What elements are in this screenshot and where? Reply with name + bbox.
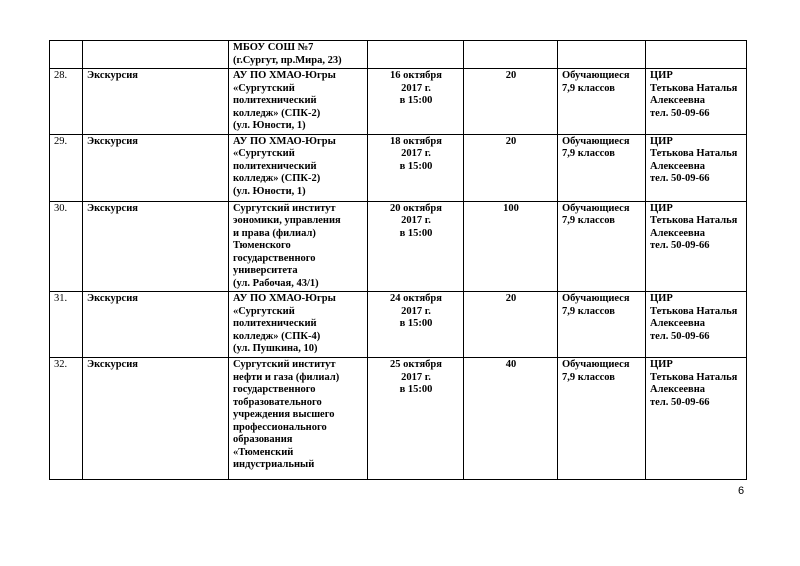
date-cell-line: 25 октября <box>390 359 442 370</box>
date-cell-line: 20 октября <box>390 202 442 214</box>
venue-cell-line: тобразовательного <box>233 396 322 408</box>
audience-cell <box>558 134 646 201</box>
contact-cell-line: Тетькова Наталья <box>650 371 738 383</box>
date-cell-line: в 15:00 <box>399 227 433 239</box>
table-row <box>50 292 747 358</box>
date-cell <box>368 69 464 135</box>
contact-cell-line: тел. 50-09-66 <box>650 240 710 251</box>
venue-cell <box>229 134 368 201</box>
date-cell-line: 2017 г. <box>401 371 431 383</box>
venue-cell-line: политехнический <box>233 95 317 106</box>
audience-cell <box>558 69 646 135</box>
venue-cell <box>229 69 368 135</box>
participants-count-cell-text: 20 <box>505 293 517 304</box>
audience-cell-line: 7,9 классов <box>562 305 615 317</box>
date-cell-line: 16 октября <box>390 70 442 81</box>
venue-cell-line: «Сургутский <box>233 82 295 94</box>
date-cell-line: 2017 г. <box>401 305 431 317</box>
venue-cell-line: (г.Сургут, пр.Мира, 23) <box>233 54 342 66</box>
venue-cell-line: профессионального <box>233 421 327 433</box>
participants-count-cell <box>464 41 558 69</box>
participants-count-cell-text: 100 <box>503 202 519 214</box>
contact-cell <box>646 134 747 201</box>
table-row <box>50 201 747 292</box>
schedule-table <box>49 40 747 480</box>
audience-cell-line: Обучающиеся <box>562 293 630 304</box>
participants-count-cell <box>464 358 558 480</box>
contact-cell-line: ЦИР <box>650 293 673 304</box>
venue-cell-line: эономики, управления <box>233 215 341 226</box>
venue-cell-line: Сургутский институт <box>233 359 336 370</box>
participants-count-cell-text: 40 <box>505 359 517 370</box>
venue-cell <box>229 201 368 292</box>
event-type-cell <box>83 358 229 480</box>
row-number-cell <box>50 358 83 480</box>
date-cell-line: в 15:00 <box>399 318 433 329</box>
venue-cell-line: АУ ПО ХМАО-Югры <box>233 70 336 81</box>
venue-cell-line: «Сургутский <box>233 305 295 317</box>
venue-cell-line: Тюменского <box>233 240 291 251</box>
row-number-cell-text: 31. <box>54 293 68 304</box>
audience-cell-line: Обучающиеся <box>562 70 630 81</box>
date-cell-line: в 15:00 <box>399 160 433 172</box>
date-cell <box>368 41 464 69</box>
venue-cell-line: образования <box>233 434 293 445</box>
date-cell-line: 2017 г. <box>401 215 431 226</box>
contact-cell-line: тел. 50-09-66 <box>650 396 710 408</box>
event-type-cell <box>83 201 229 292</box>
venue-cell-line: (ул. Юности, 1) <box>233 120 306 131</box>
venue-cell-line: (ул. Пушкина, 10) <box>233 343 318 354</box>
row-number-cell-text: 28. <box>54 70 68 81</box>
participants-count-cell-text: 20 <box>505 135 517 147</box>
contact-cell-line: Алексеевна <box>650 384 706 395</box>
venue-cell-line: государственного <box>233 252 316 264</box>
date-cell <box>368 292 464 358</box>
date-cell <box>368 358 464 480</box>
date-cell-line: в 15:00 <box>399 95 433 106</box>
venue-cell-line: колледж» (СПК-2) <box>233 173 321 184</box>
participants-count-cell <box>464 292 558 358</box>
event-type-cell-text: Экскурсия <box>87 359 138 370</box>
contact-cell <box>646 292 747 358</box>
event-type-cell-text: Экскурсия <box>87 202 138 214</box>
venue-cell-line: политехнический <box>233 318 317 329</box>
contact-cell-line: тел. 50-09-66 <box>650 330 710 342</box>
venue-cell-line: колледж» (СПК-2) <box>233 107 321 119</box>
table-row <box>50 69 747 135</box>
row-number-cell-text: 30. <box>54 202 68 214</box>
date-cell-line: 2017 г. <box>401 82 431 94</box>
venue-cell-line: и права (филиал) <box>233 227 316 239</box>
contact-cell-line: тел. 50-09-66 <box>650 173 710 184</box>
venue-cell <box>229 358 368 480</box>
date-cell <box>368 201 464 292</box>
contact-cell-line: ЦИР <box>650 70 673 81</box>
row-number-cell <box>50 41 83 69</box>
contact-cell-line: Алексеевна <box>650 95 706 106</box>
contact-cell-line: Алексеевна <box>650 227 706 239</box>
venue-cell-line: (ул. Рабочая, 43/1) <box>233 277 319 289</box>
contact-cell <box>646 201 747 292</box>
contact-cell-line: ЦИР <box>650 202 673 214</box>
participants-count-cell-text: 20 <box>505 70 517 81</box>
venue-cell <box>229 41 368 69</box>
date-cell-line: 2017 г. <box>401 148 431 159</box>
venue-cell-line: АУ ПО ХМАО-Югры <box>233 135 336 147</box>
event-type-cell <box>83 41 229 69</box>
contact-cell <box>646 69 747 135</box>
audience-cell-line: Обучающиеся <box>562 202 630 214</box>
date-cell <box>368 134 464 201</box>
participants-count-cell <box>464 69 558 135</box>
contact-cell-line: Алексеевна <box>650 160 706 172</box>
venue-cell-line: политехнический <box>233 160 317 172</box>
venue-cell-line: учреждения высшего <box>233 409 335 420</box>
page-number: 6 <box>738 485 745 497</box>
table-row <box>50 358 747 480</box>
contact-cell-line: тел. 50-09-66 <box>650 107 710 119</box>
row-number-cell-text: 29. <box>54 135 68 147</box>
contact-cell-line: Тетькова Наталья <box>650 148 738 159</box>
contact-cell-line: Тетькова Наталья <box>650 215 738 226</box>
participants-count-cell <box>464 134 558 201</box>
venue-cell <box>229 292 368 358</box>
row-number-cell <box>50 292 83 358</box>
venue-cell-line: нефти и газа (филиал) <box>233 371 340 383</box>
event-type-cell <box>83 292 229 358</box>
event-type-cell-text: Экскурсия <box>87 135 138 147</box>
event-type-cell <box>83 134 229 201</box>
participants-count-cell <box>464 201 558 292</box>
audience-cell-line: 7,9 классов <box>562 82 615 94</box>
row-number-cell-text: 32. <box>54 359 68 370</box>
table-row <box>50 134 747 201</box>
audience-cell-line: Обучающиеся <box>562 135 630 147</box>
venue-cell-line: МБОУ СОШ №7 <box>233 42 314 53</box>
audience-cell <box>558 292 646 358</box>
event-type-cell-text: Экскурсия <box>87 293 138 304</box>
table-row <box>50 41 747 69</box>
row-number-cell <box>50 134 83 201</box>
contact-cell-line: Тетькова Наталья <box>650 305 738 317</box>
date-cell-line: 18 октября <box>390 135 442 147</box>
venue-cell-line: государственного <box>233 384 316 395</box>
venue-cell-line: АУ ПО ХМАО-Югры <box>233 293 336 304</box>
contact-cell <box>646 41 747 69</box>
venue-cell-line: «Тюменский <box>233 446 294 458</box>
audience-cell-line: Обучающиеся <box>562 359 630 370</box>
schedule-table-body <box>50 41 747 480</box>
contact-cell-line: ЦИР <box>650 359 673 370</box>
date-cell-line: в 15:00 <box>399 384 433 395</box>
venue-cell-line: «Сургутский <box>233 148 295 159</box>
event-type-cell <box>83 69 229 135</box>
audience-cell <box>558 358 646 480</box>
audience-cell-line: 7,9 классов <box>562 371 615 383</box>
contact-cell <box>646 358 747 480</box>
row-number-cell <box>50 69 83 135</box>
row-number-cell <box>50 201 83 292</box>
venue-cell-line: Сургутский институт <box>233 202 336 214</box>
date-cell-line: 24 октября <box>390 293 442 304</box>
audience-cell <box>558 201 646 292</box>
audience-cell-line: 7,9 классов <box>562 148 615 159</box>
audience-cell-line: 7,9 классов <box>562 215 615 226</box>
venue-cell-line: колледж» (СПК-4) <box>233 330 321 342</box>
venue-cell-line: университета <box>233 265 298 276</box>
contact-cell-line: Тетькова Наталья <box>650 82 738 94</box>
event-type-cell-text: Экскурсия <box>87 70 138 81</box>
contact-cell-line: ЦИР <box>650 135 673 147</box>
audience-cell <box>558 41 646 69</box>
venue-cell-line: (ул. Юности, 1) <box>233 185 306 197</box>
venue-cell-line: индустриальный <box>233 459 315 470</box>
contact-cell-line: Алексеевна <box>650 318 706 329</box>
